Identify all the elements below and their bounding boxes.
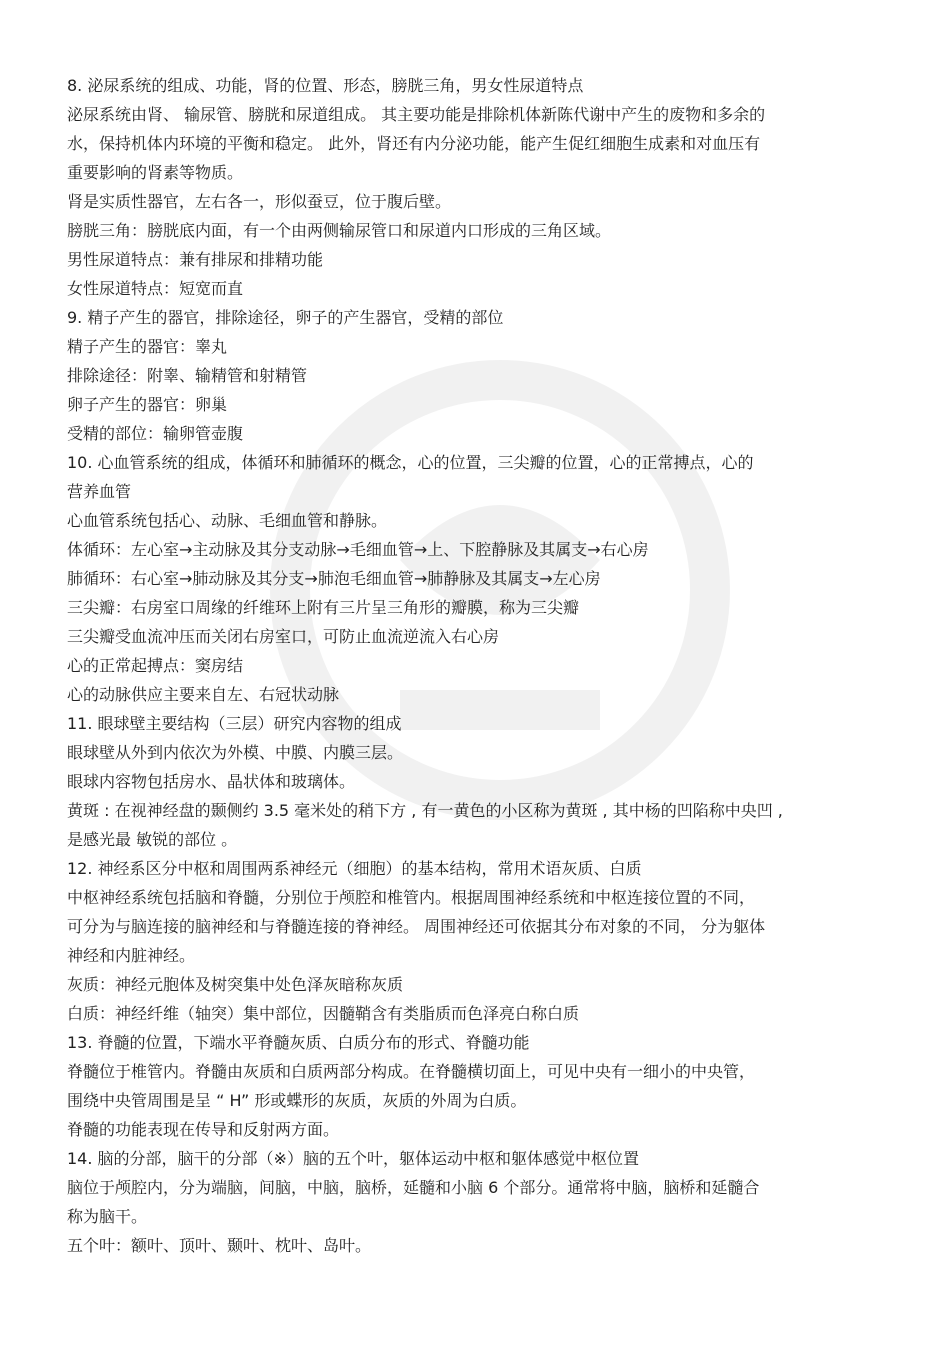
paragraph-line: 排除途径：附睾、输精管和射精管 <box>67 366 308 385</box>
paragraph-line: 眼球壁从外到内依次为外模、中膜、内膜三层。 <box>67 743 404 762</box>
paragraph-line: 称为脑干。 <box>67 1207 148 1226</box>
paragraph-line: 卵子产生的器官：卵巢 <box>67 395 228 414</box>
paragraph-line: 心的动脉供应主要来自左、右冠状动脉 <box>67 685 340 704</box>
paragraph-line: 脊髓位于椎管内。脊髓由灰质和白质两部分构成。在脊髓横切面上，可见中央有一细小的中央管， <box>67 1062 756 1081</box>
paragraph-line: 重要影响的肾素等物质。 <box>67 163 244 182</box>
paragraph-line: 膀胱三角：膀胱底内面，有一个由两侧输尿管口和尿道内口形成的三角区域。 <box>67 221 612 240</box>
heading-section-10-cont: 营养血管 <box>67 482 132 501</box>
paragraph-line: 三尖瓣受血流冲压而关闭右房室口，可防止血流逆流入右心房 <box>67 627 500 646</box>
paragraph-line: 神经和内脏神经。 <box>67 946 196 965</box>
paragraph-line: 心的正常起搏点：窦房结 <box>67 656 244 675</box>
paragraph-line: 肺循环：右心室→肺动脉及其分支→肺泡毛细血管→肺静脉及其属支→左心房 <box>67 569 601 588</box>
paragraph-line: 脑位于颅腔内，分为端脑，间脑，中脑，脑桥，延髓和小脑 6 个部分。通常将中脑，脑桥和延髓合 <box>67 1178 760 1197</box>
heading-section-13: 13. 脊髓的位置，下端水平脊髓灰质、白质分布的形式、脊髓功能 <box>67 1033 530 1052</box>
paragraph-line: 心血管系统包括心、动脉、毛细血管和静脉。 <box>67 511 388 530</box>
paragraph-line: 脊髓的功能表现在传导和反射两方面。 <box>67 1120 340 1139</box>
heading-section-9: 9. 精子产生的器官，排除途径，卵子的产生器官，受精的部位 <box>67 308 504 327</box>
paragraph-line: 肾是实质性器官，左右各一，形似蚕豆，位于腹后壁。 <box>67 192 452 211</box>
paragraph-line: 可分为与脑连接的脑神经和与脊髓连接的脊神经。 周围神经还可依据其分布对象的不同， 分为躯体 <box>67 917 766 936</box>
paragraph-line: 水，保持机体内环境的平衡和稳定。 此外，肾还有内分泌功能，能产生促红细胞生成素和对血压有 <box>67 134 761 153</box>
heading-section-12: 12. 神经系区分中枢和周围两系神经元（细胞）的基本结构，常用术语灰质、白质 <box>67 859 642 878</box>
paragraph-line: 三尖瓣：右房室口周缘的纤维环上附有三片呈三角形的瓣膜，称为三尖瓣 <box>67 598 580 617</box>
paragraph-line: 围绕中央管周围是呈 “ H” 形或蝶形的灰质，灰质的外周为白质。 <box>67 1091 527 1110</box>
paragraph-line: 泌尿系统由肾、 输尿管、膀胱和尿道组成。 其主要功能是排除机体新陈代谢中产生的废物和多余的 <box>67 105 766 124</box>
paragraph-line: 白质：神经纤维（轴突）集中部位，因髓鞘含有类脂质而色泽亮白称白质 <box>67 1004 580 1023</box>
heading-section-10: 10. 心血管系统的组成，体循环和肺循环的概念，心的位置，三尖瓣的位置，心的正常搏点，心的 <box>67 453 754 472</box>
paragraph-line: 女性尿道特点：短宽而直 <box>67 279 244 298</box>
paragraph-line: 五个叶：额叶、顶叶、颞叶、枕叶、岛叶。 <box>67 1236 372 1255</box>
paragraph-line: 中枢神经系统包括脑和脊髓，分别位于颅腔和椎管内。根据周围神经系统和中枢连接位置的不同， <box>67 888 756 907</box>
paragraph-line: 黄斑 : 在视神经盘的颞侧约 3.5 毫米处的稍下方 , 有一黄色的小区称为黄斑 , 其中杨的凹陷称中央凹 , <box>67 801 783 820</box>
paragraph-line: 精子产生的器官：睾丸 <box>67 337 228 356</box>
paragraph-line: 男性尿道特点：兼有排尿和排精功能 <box>67 250 324 269</box>
paragraph-line: 体循环：左心室→主动脉及其分支动脉→毛细血管→上、下腔静脉及其属支→右心房 <box>67 540 649 559</box>
heading-section-11: 11. 眼球壁主要结构（三层）研究内容物的组成 <box>67 714 402 733</box>
paragraph-line: 灰质：神经元胞体及树突集中处色泽灰暗称灰质 <box>67 975 404 994</box>
heading-section-14: 14. 脑的分部，脑干的分部（※）脑的五个叶，躯体运动中枢和躯体感觉中枢位置 <box>67 1149 639 1168</box>
heading-section-8: 8. 泌尿系统的组成、功能，肾的位置、形态，膀胱三角，男女性尿道特点 <box>67 76 584 95</box>
paragraph-line: 眼球内容物包括房水、晶状体和玻璃体。 <box>67 772 356 791</box>
paragraph-line: 受精的部位：输卵管壶腹 <box>67 424 244 443</box>
document-body <box>67 71 897 1260</box>
paragraph-line: 是感光最 敏锐的部位 。 <box>67 830 238 849</box>
